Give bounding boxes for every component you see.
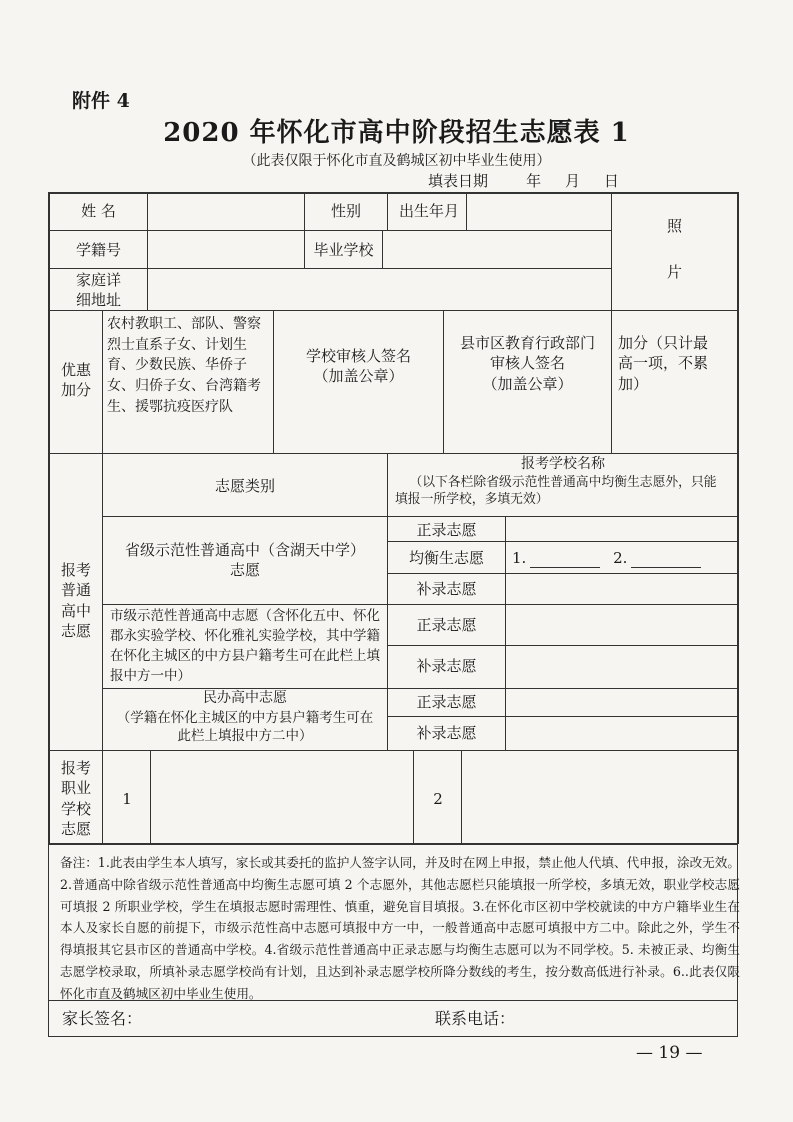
provincial-line-2: 志愿 — [229, 561, 260, 580]
provincial-regular-label: 正录志愿 — [416, 521, 477, 539]
volunteer-label-line: 志愿 — [60, 621, 91, 640]
grad-school-field[interactable] — [384, 232, 610, 267]
balanced-choice-1-field[interactable] — [530, 553, 600, 568]
parent-signature-field[interactable] — [150, 1004, 400, 1034]
preference-label-line-2: 加分 — [60, 381, 91, 400]
address-field[interactable] — [149, 270, 610, 309]
county-reviewer-label-1: 县市区教育行政部门 — [459, 334, 595, 352]
student-id-field[interactable] — [149, 232, 303, 267]
school-reviewer-signature[interactable] — [275, 346, 442, 387]
provincial-supplement-field[interactable] — [507, 575, 737, 603]
address-label — [50, 270, 147, 311]
private-supplement-field[interactable] — [507, 718, 737, 749]
form-title: 2020 年怀化市高中阶段招生志愿表 1 — [163, 118, 630, 148]
balanced-choice-2-label: 2. — [613, 549, 628, 567]
page-number: — 19 — — [636, 1043, 703, 1063]
bonus-note — [618, 333, 736, 394]
school-seal-label: （加盖公章） — [313, 367, 404, 386]
address-label-line-1: 家庭详 — [75, 271, 121, 289]
vocational-choice-1-label: 1 — [122, 790, 132, 808]
contact-phone-label: 联系电话： — [435, 1009, 516, 1028]
volunteer-label-line: 普通 — [60, 581, 91, 600]
school-name-note-2: 填报一所学校，多填无效） — [395, 492, 549, 508]
address-label-line-2: 细地址 — [75, 291, 121, 310]
attachment-label: 附件 4 — [72, 90, 130, 112]
vocational-label-line: 志愿 — [60, 819, 91, 838]
provincial-category — [104, 540, 386, 581]
private-line-1: 民办高中志愿 — [203, 690, 287, 706]
bonus-note-line-1: 加分（只计最 — [618, 334, 709, 352]
volunteer-section-label — [50, 560, 102, 641]
provincial-supplement-label: 补录志愿 — [416, 580, 477, 598]
school-name-note-1: （以下各栏除省级示范性普通高中均衡生志愿外，只能 — [409, 474, 717, 490]
name-label: 姓 名 — [81, 202, 116, 220]
county-reviewer-signature[interactable] — [445, 333, 610, 394]
county-seal-label: （加盖公章） — [482, 374, 573, 393]
preference-categories: 农村教职工、部队、警察烈士直系子女、计划生育、少数民族、华侨子女、归侨子女、台湾籍考生、援鄂抗疫医疗队 — [107, 316, 261, 415]
school-name-header — [389, 455, 737, 508]
city-supplement-label: 补录志愿 — [416, 657, 477, 675]
student-id-label: 学籍号 — [75, 241, 121, 259]
balanced-choice-1-label: 1. — [512, 549, 527, 567]
city-supplement-field[interactable] — [507, 647, 737, 687]
provincial-regular-field[interactable] — [507, 518, 737, 540]
form-subtitle: （此表仅限于怀化市直及鹤城区初中毕业生使用） — [242, 153, 551, 169]
volunteer-label-line: 高中 — [60, 601, 91, 620]
birth-label: 出生年月 — [398, 202, 459, 220]
birth-field[interactable] — [468, 194, 610, 229]
balanced-fields — [512, 548, 737, 568]
balanced-label: 均衡生志愿 — [408, 549, 484, 567]
name-field[interactable] — [149, 194, 303, 229]
volunteer-label-line: 报考 — [60, 561, 91, 579]
preference-label-line-1: 优惠 — [60, 361, 91, 379]
photo-label: 照 — [666, 217, 682, 235]
school-name-header-title: 报考学校名称 — [521, 456, 605, 472]
vocational-choice-2-field[interactable] — [463, 752, 736, 842]
grad-school-label: 毕业学校 — [313, 241, 374, 259]
gender-label: 性别 — [330, 202, 361, 220]
provincial-line-1: 省级示范性普通高中（含湖天中学） — [124, 541, 365, 559]
private-regular-field[interactable] — [507, 690, 737, 715]
private-regular-label: 正录志愿 — [416, 693, 477, 711]
private-line-2: （学籍在怀化主城区的中方县户籍考生可在 — [116, 709, 374, 726]
city-regular-field[interactable] — [507, 606, 737, 644]
notes: 备注：1.此表由学生本人填写，家长或其委托的监护人签字认同，并及时在网上申报，禁止他人代填、代申报，涂改无效。2.普通高中除省级示范性普通高中均衡生志愿可填 2 个志愿外，其他志愿栏只能填报一所学校，多填无效，职业学校志愿可填报 2 所职业学校，学生在填报志愿时需理性、慎重，避免盲目填报。3.在怀化市区初中学校就读的中方户籍毕业生在本人及家长自愿的前提下，市级示范性高中志愿可填报中方一中，一般普通高中志愿可填报中方二中。除此之外，学生不得填报其它县市区的普通高中学校。4.省级示范性普通高中正录志愿与均衡生志愿可以为不同学校。5. 未被正录、均衡生志愿学校录取，所填补录志愿学校尚有计划，且达到补录志愿学校所降分数线的考生，按分数高低进行补录。6..此表仅限怀化市直及鹤城区初中毕业生使用。 — [60, 855, 740, 1001]
city-category: 市级示范性普通高中志愿（含怀化五中、怀化郡永实验学校、怀化雅礼实验学校，其中学籍在怀化主城区的中方县户籍考生可在此栏上填报中方一中） — [110, 608, 380, 684]
bonus-note-line-3: 加） — [618, 374, 649, 393]
vocational-label-line: 报考 — [60, 759, 91, 777]
contact-phone-field[interactable] — [525, 1004, 725, 1034]
balanced-choice-2-field[interactable] — [631, 553, 701, 568]
category-header: 志愿类别 — [214, 477, 275, 495]
vocational-label-line: 学校 — [60, 799, 91, 818]
parent-signature-label: 家长签名： — [62, 1009, 143, 1028]
private-category — [104, 689, 386, 746]
private-line-3: 此栏上填报中方二中） — [177, 728, 313, 745]
vocational-section-label — [50, 758, 102, 839]
bonus-note-line-2: 高一项，不累 — [618, 354, 709, 373]
photo-label-2: 片 — [666, 263, 682, 281]
vocational-label-line: 职业 — [60, 779, 91, 798]
fill-date-field[interactable]: 填表日期 年 月 日 — [428, 172, 619, 190]
vocational-choice-2-label: 2 — [433, 790, 443, 808]
city-regular-label: 正录志愿 — [416, 616, 477, 634]
county-reviewer-label-2: 审核人签名 — [489, 354, 565, 373]
private-supplement-label: 补录志愿 — [416, 724, 477, 742]
preference-label — [50, 360, 102, 401]
vocational-choice-1-field[interactable] — [152, 752, 412, 842]
school-reviewer-label: 学校审核人签名 — [305, 347, 411, 365]
